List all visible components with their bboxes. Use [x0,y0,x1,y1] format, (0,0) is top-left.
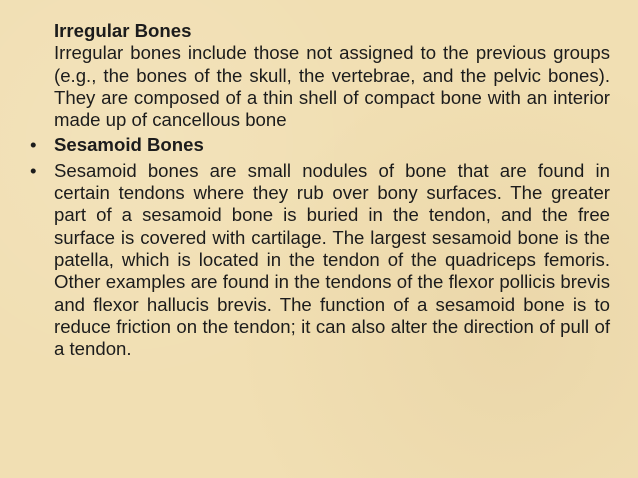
irregular-bones-heading: Irregular Bones [54,20,192,41]
bullet-icon: • [30,159,37,181]
sesamoid-heading-item [30,134,610,156]
sesamoid-text-item [30,160,610,361]
sesamoid-bones-heading: Sesamoid Bones [54,134,204,156]
irregular-bones-text: Irregular bones include those not assigned to the previous groups (e.g., the bones of the skull, the vertebrae, and the pelvic bones). They are composed of a thin shell of compact bone with an interior made up of cancellous bone [54,42,610,131]
irregular-bones-section [30,20,610,131]
sesamoid-bones-text: Sesamoid bones are small nodules of bone that are found in certain tendons where they rub over bony surfaces. The greater part of a sesamoid bone is buried in the tendon, and the free surface is covered with cartilage. The largest sesamoid bone is the patella, which is located in the tendon of the quadriceps femoris. Other examples are found in the tendons of the flexor pollicis brevis and flexor hallucis brevis. The function of a sesamoid bone is to reduce friction on the tendon; it can also alter the direction of pull of a tendon. [54,159,610,360]
bullet-icon: • [30,134,37,156]
